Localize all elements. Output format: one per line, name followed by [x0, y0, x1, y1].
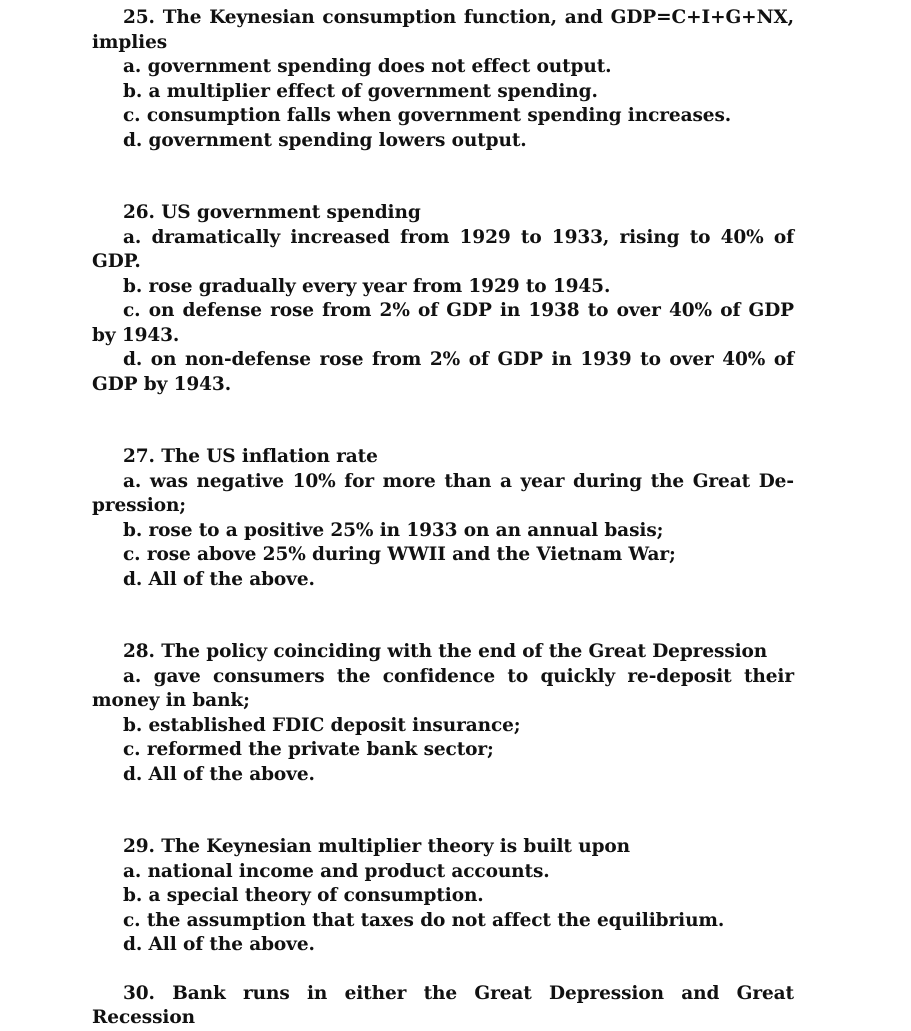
- option-b: b. a special theory of consumption.: [123, 885, 484, 906]
- option-a: a. dramatically increased from 1929 to 1933, rising to 40% of GDP.: [92, 226, 794, 272]
- question-28: [92, 640, 794, 787]
- question-stem: 26. US government spending: [123, 202, 421, 223]
- spacer: [92, 787, 794, 835]
- option-c: c. reformed the private bank sector;: [123, 739, 494, 760]
- option-a: a. national income and product accounts.: [123, 860, 550, 882]
- option-d: d. government spending lowers output.: [123, 129, 527, 151]
- spacer: [92, 958, 794, 982]
- option-c: c. rose above 25% during WWII and the Vietnam War;: [123, 544, 676, 565]
- spacer: [92, 397, 794, 445]
- question-stem: 28. The policy coinciding with the end of the Great Depression: [123, 641, 768, 662]
- option-a: a. government spending does not effect output.: [123, 56, 612, 77]
- spacer: [92, 592, 794, 640]
- option-d: d. All of the above.: [123, 763, 315, 785]
- option-b: b. rose to a positive 25% in 1933 on an annual basis;: [123, 519, 664, 541]
- option-b: b. established FDIC deposit insurance;: [123, 714, 521, 736]
- question-stem: 25. The Keynesian consumption function, and GDP=C+I+G+NX, implies: [92, 7, 794, 53]
- option-d: d. on non-defense rose from 2% of GDP in 1939 to over 40% of GDP by 1943.: [92, 349, 794, 395]
- question-stem: 29. The Keynesian multiplier theory is built upon: [123, 836, 630, 857]
- option-c: c. on defense rose from 2% of GDP in 1938 to over 40% of GDP by 1943.: [92, 300, 794, 346]
- question-30: [92, 982, 794, 1031]
- option-b: b. rose gradually every year from 1929 to 1945.: [123, 275, 611, 297]
- option-c: c. the assumption that taxes do not affect the equilibrium.: [123, 909, 725, 931]
- question-stem: 27. The US inflation rate: [123, 446, 378, 467]
- question-25: [92, 6, 794, 153]
- option-d: d. All of the above.: [123, 934, 315, 955]
- question-27: [92, 445, 794, 592]
- option-d: d. All of the above.: [123, 568, 315, 590]
- question-26: [92, 201, 794, 397]
- question-29: [92, 835, 794, 958]
- question-stem: 30. Bank runs in either the Great Depression and Great Recession: [92, 982, 794, 1028]
- spacer: [92, 153, 794, 201]
- option-c: c. consumption falls when government spending increases.: [123, 105, 732, 126]
- option-a: a. gave consumers the confidence to quickly re-deposit their money in bank;: [92, 665, 794, 711]
- option-b: b. a multiplier effect of government spending.: [123, 80, 598, 102]
- exam-page: [92, 6, 794, 1031]
- option-a: a. was negative 10% for more than a year during the Great Depression;: [92, 470, 794, 516]
